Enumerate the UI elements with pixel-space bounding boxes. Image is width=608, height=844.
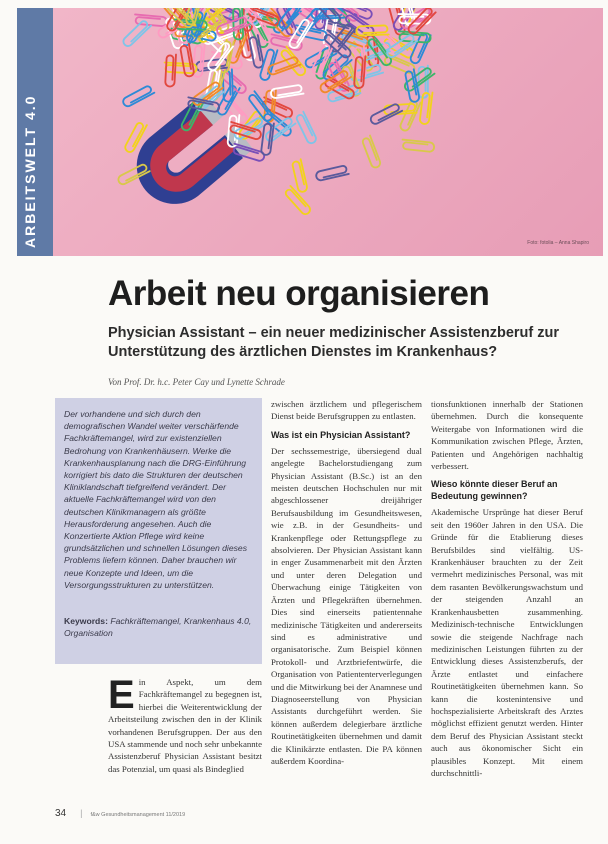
column-2-heading: Was ist ein Physician Assistant?	[271, 429, 411, 440]
body-column-1	[108, 673, 262, 775]
paper-clip	[165, 54, 176, 87]
keywords	[64, 615, 256, 639]
keywords-text: Fachkräftemangel, Krankenhaus 4.0, Organisation	[64, 616, 252, 639]
column-3-heading: Wieso könnte dieser Beruf an Bedeutung gewinnen?	[431, 479, 558, 502]
journal-name: f&w Gesundheitsmanagement 11/2019	[90, 812, 186, 818]
paper-clip	[292, 159, 308, 192]
keywords-label: Keywords:	[64, 616, 108, 626]
paper-clip	[402, 140, 435, 153]
body-column-3	[431, 398, 583, 779]
paper-clip	[122, 85, 155, 108]
body-column-2	[271, 398, 422, 767]
abstract-box	[55, 398, 262, 664]
paper-clip	[361, 135, 381, 168]
paper-clip	[284, 186, 312, 216]
article-subtitle: Physician Assistant – ein neuer medizinischer Assistenzberuf zur Unterstützung des ärztlichen Dienstes im Krankenhaus?	[108, 325, 559, 360]
article-title: Arbeit neu organisieren	[108, 274, 490, 313]
column-3-text: Akademische Ursprünge hat dieser Beruf seit den 1960er Jahren in den USA. Die Gründe für die Etablierung dieses Berufsbildes sind vielfältig. US-Krankenhäuser brauchten zu der Zeit vermehrt medizinisches Personal, was mit dem rasanten Bevölkerungswachstum und der steigenden Anzahl an Krankenhausbetten zusammenhing. Medizinisch-technische Entwicklungen sowie die steigende Nachfrage nach medizinischen Leistungen führten zu der Entwicklung dieses Assistenzberufs, der Ärzte entlastet und einfachere Routinetätigkeiten übernehmen kann. So kann die kostenintensive und hochspezialisierte Arbeitskraft des Arztes möglichst effizient genutzt werden. Hinter dem Beruf des Physician Assistant steckt auch aus ökonomischer Sicht ein plausibles Konzept. Mit einem durchschnittli-	[431, 507, 583, 778]
page-footer: 34 | f&w Gesundheitsmanagement 11/2019	[55, 808, 186, 819]
paper-clip	[384, 104, 417, 115]
column-2-intro: zwischen ärztlichem und pflegerischem Dienst beide Berufsgruppen zu entlasten.	[271, 399, 422, 422]
page-number: 34	[55, 808, 67, 819]
paper-clip	[295, 112, 317, 145]
dropcap: E	[108, 673, 135, 717]
photo-credit: Foto: fotolia – Anna Shapiro	[527, 240, 589, 246]
section-label: ARBEITSWELT 4.0	[22, 94, 38, 248]
column-2-text: Der sechssemestrige, übersiegend dual angelegte Bachelorstudiengang zum Physician Assistant (B.Sc.) ist an den meisten deutschen Hochschulen nur mit abgeschlossener dreijähriger Berufsausbildung im Gesundheitswesen, wie z.B. in der Gesundheits- und Krankenpflege oder Rettungspflege zu absolvieren. Der Physician Assistant kann in enger Zusammenarbeit mit den Ärzten und unter deren Delegation und Überwachung einige Tätigkeiten von Ärzten und Pflegekräften übernehmen. Dies sind einerseits patientennahe medizinische Tätigkeiten und andererseits sind es administrative und organisatorische. Zum Beispiel können Protokoll- und Arztbriefentwürfe, die Organisation von Patiententerverlegungen und die Mitwirkung bei der Anamnese und Diagnoseerstellung von Physician Assistants durchgeführt werden. Sie können außerdem delegierbare ärztliche Routinetätigkeiten übernehmen und damit die Klinikärzte entlasten. Die PA können außerdem Koordina-	[271, 445, 422, 766]
abstract-text: Der vorhandene und sich durch den demografischen Wandel weiter verschärfende Fachkräftemangel, wird zur existenziellen Bedrohung von Krankenhäusern. Werke die Krankenhausplanung nach die DRG-Einführung korrigiert bis dato die Strukturen der deutschen Kliniklandschaft tiefgreifend verändert. Der aktuelle Fachkräftemangel wird von den deutschen Klinikmanagern als größte Herausforderung angesehen. Auch die Konzertierte Aktion Pflege wird keine grundsätzlichen und schnellen Lösungen dieses Problems liefern können. Daher brauchen wir neue Konzepte und Ideen, um die Versorgungsstrukturen zu unterstützen.	[64, 409, 247, 590]
column-3-intro: tionsfunktionen innerhalb der Stationen übernehmen. Durch die konsequente Weitergabe von Informationen wird die Kommunikation zwischen Pflege, Ärzten, Patienten und Angehörigen nachhaltig verbessert.	[431, 399, 583, 472]
horseshoe-magnet-illustration	[137, 94, 253, 204]
paper-clip	[315, 165, 348, 181]
header-photo	[53, 8, 603, 256]
column-1-text: in Aspekt, um dem Fachkräftemangel zu begegnen ist, hierbei die Weiterentwicklung der Arbeitsteilung zwischen den in der Klinik vorhandenen Berufsgruppen. Der aus den USA stammende und noch sehr unbekannte Assistenzberuf Physician Assistant besitzt das Potenzial, um quasi als Bindeglied	[108, 677, 262, 774]
article-authors: Von Prof. Dr. h.c. Peter Cay und Lynette Schrade	[108, 377, 285, 387]
paper-clips-illustration	[53, 8, 603, 256]
